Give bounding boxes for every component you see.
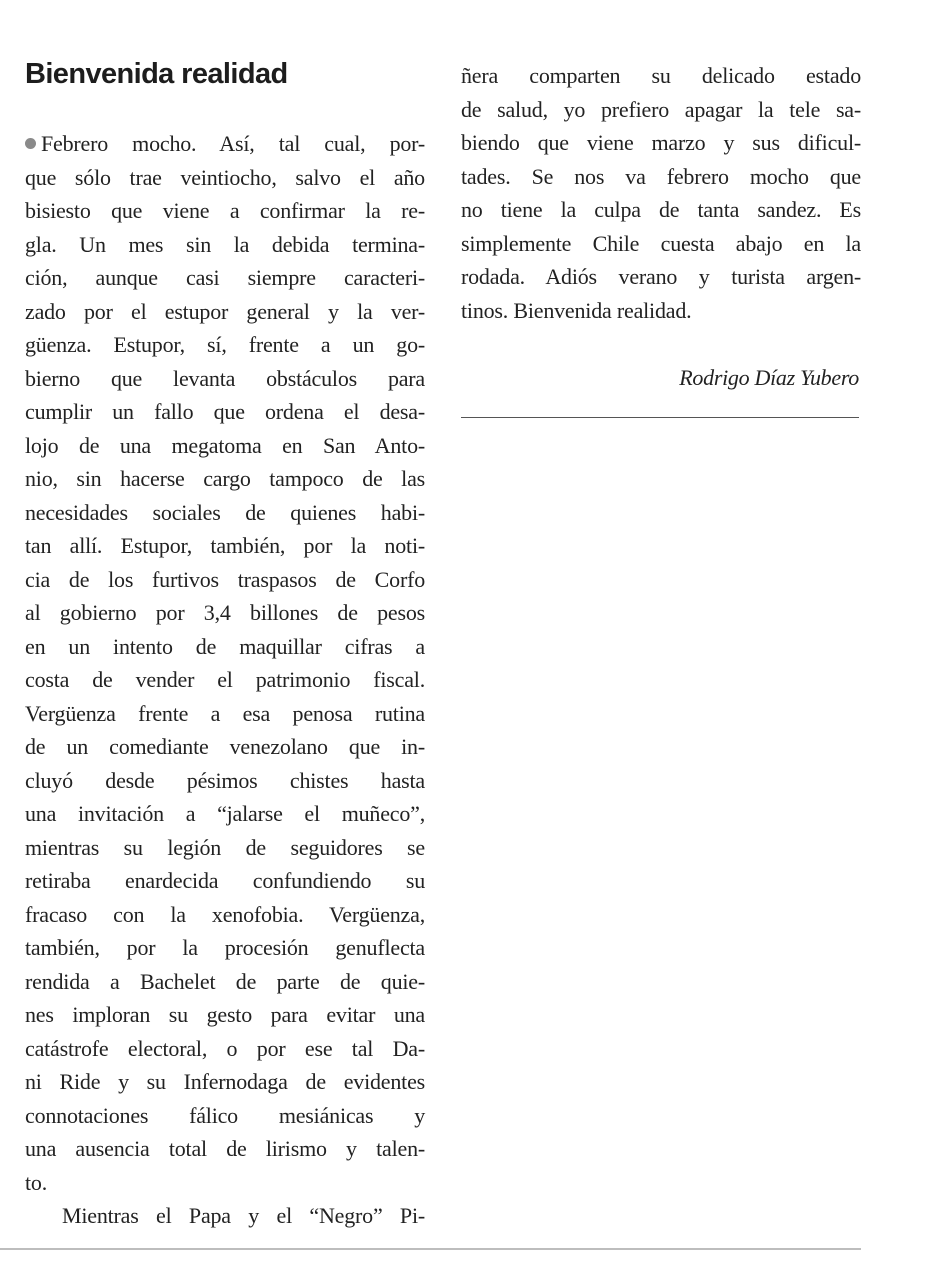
body-line: to. <box>25 1169 48 1195</box>
body-line: al gobierno por 3,4 billones de pesos <box>25 600 425 625</box>
body-line: mientras su legión de seguidores se <box>25 834 425 860</box>
body-line: Febrero mocho. Así, tal cual, por- <box>25 127 425 161</box>
body-line: gla. Un mes sin la debida termina- <box>25 231 425 257</box>
bullet-dot-icon <box>25 138 36 149</box>
body-line: connotaciones fálico mesiánicas y <box>25 1102 425 1128</box>
body-line: rendida a Bachelet de parte de quie- <box>25 968 425 994</box>
body-line: bisiesto que viene a confirmar la re- <box>25 198 425 223</box>
body-line: güenza. Estupor, sí, frente a un go- <box>25 332 425 357</box>
body-line: también, por la procesión genuflecta <box>25 935 425 960</box>
body-line: ción, aunque casi siempre caracteri- <box>25 265 425 290</box>
body-line: no tiene la culpa de tanta sandez. Es <box>461 197 861 222</box>
body-line: de salud, yo prefiero apagar la tele sa- <box>461 96 861 122</box>
right-column-divider <box>461 417 859 418</box>
body-line: necesidades sociales de quienes habi- <box>25 499 425 525</box>
body-line: que sólo trae veintiocho, salvo el año <box>25 164 425 190</box>
body-line: retiraba enardecida confundiendo su <box>25 868 425 893</box>
body-line: cumplir un fallo que ordena el desa- <box>25 399 425 424</box>
body-line: tinos. Bienvenida realidad. <box>461 297 692 323</box>
body-line: una invitación a “jalarse el muñeco”, <box>25 801 425 826</box>
body-line: cluyó desde pésimos chistes hasta <box>25 767 425 793</box>
body-line: biendo que viene marzo y sus dificul- <box>461 130 861 155</box>
body-line: rodada. Adiós verano y turista argen- <box>461 264 861 289</box>
body-line: Vergüenza frente a esa penosa rutina <box>25 700 425 726</box>
body-line: Mientras el Papa y el “Negro” Pi- <box>62 1203 425 1228</box>
body-line: una ausencia total de lirismo y talen- <box>25 1136 425 1161</box>
body-line: cia de los furtivos traspasos de Corfo <box>25 566 425 592</box>
article-body-right-column <box>461 59 861 327</box>
body-line: nio, sin hacerse cargo tampoco de las <box>25 466 425 491</box>
author-signature: Rodrigo Díaz Yubero <box>679 365 859 390</box>
body-line: costa de vender el patrimonio fiscal. <box>25 667 425 692</box>
body-line: zado por el estupor general y la ver- <box>25 298 425 324</box>
body-line: en un intento de maquillar cifras a <box>25 633 425 659</box>
body-line: catástrofe electoral, o por ese tal Da- <box>25 1035 425 1061</box>
body-line: tades. Se nos va febrero mocho que <box>461 163 861 189</box>
body-line: nes imploran su gesto para evitar una <box>25 1002 425 1027</box>
page-bottom-divider <box>0 1248 861 1250</box>
body-line: de un comediante venezolano que in- <box>25 734 425 759</box>
article-title: Bienvenida realidad <box>25 58 288 90</box>
body-line: simplemente Chile cuesta abajo en la <box>461 230 861 256</box>
body-line: ni Ride y su Infernodaga de evidentes <box>25 1069 425 1094</box>
body-line: fracaso con la xenofobia. Vergüenza, <box>25 901 425 927</box>
body-line: ñera comparten su delicado estado <box>461 63 861 88</box>
body-line: bierno que levanta obstáculos para <box>25 365 425 391</box>
body-line: tan allí. Estupor, también, por la noti- <box>25 533 425 558</box>
body-line: lojo de una megatoma en San Anto- <box>25 432 425 458</box>
article-body-left-column <box>25 127 425 1233</box>
